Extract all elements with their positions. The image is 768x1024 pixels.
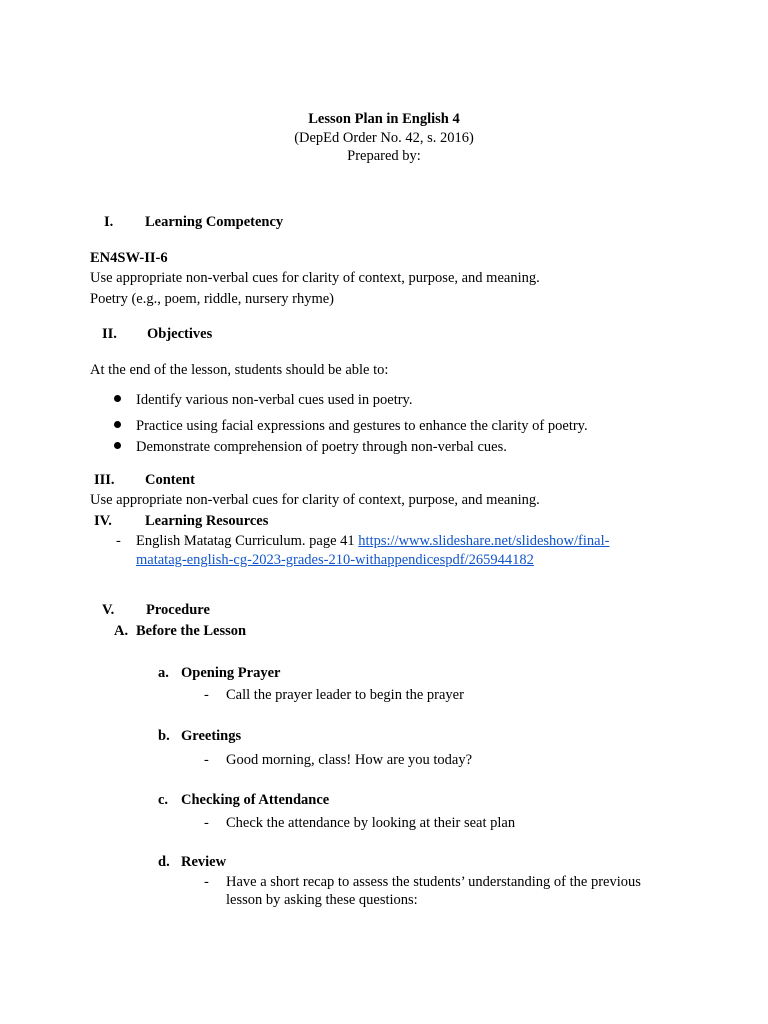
competency-line-2: Poetry (e.g., poem, riddle, nursery rhyme): [90, 291, 335, 307]
section-5-heading: Procedure: [146, 602, 210, 618]
subsection-a-heading: Before the Lesson: [136, 623, 247, 639]
step-letter: c.: [158, 792, 169, 808]
document-title: Lesson Plan in English 4: [308, 111, 460, 127]
step-title: Opening Prayer: [181, 665, 281, 681]
section-4-numeral: IV.: [94, 513, 112, 529]
section-3-heading: Content: [145, 472, 195, 488]
section-2-numeral: II.: [102, 326, 117, 342]
step-title: Greetings: [181, 728, 242, 744]
step-dash: -: [204, 874, 209, 890]
content-text: Use appropriate non-verbal cues for clarity of context, purpose, and meaning.: [90, 492, 540, 508]
bullet-icon: [114, 395, 121, 402]
step-dash: -: [204, 687, 209, 703]
step-text: Call the prayer leader to begin the prayer: [226, 687, 464, 703]
step-title: Checking of Attendance: [181, 792, 330, 808]
section-3-numeral: III.: [94, 472, 115, 488]
step-text: Check the attendance by looking at their seat plan: [226, 815, 516, 831]
prepared-by: Prepared by:: [347, 148, 421, 164]
objectives-intro: At the end of the lesson, students should be able to:: [90, 362, 389, 378]
resource-text: English Matatag Curriculum. page 41: [136, 533, 355, 549]
section-1-numeral: I.: [104, 214, 114, 230]
objective-item: Practice using facial expressions and gestures to enhance the clarity of poetry.: [136, 418, 588, 434]
objective-item: Identify various non-verbal cues used in poetry.: [136, 392, 413, 408]
section-1-heading: Learning Competency: [145, 214, 284, 230]
step-letter: a.: [158, 665, 169, 681]
resource-dash: -: [116, 533, 121, 549]
resource-item: [136, 531, 609, 551]
step-text: Have a short recap to assess the students’ understanding of the previous: [226, 874, 641, 890]
section-5-numeral: V.: [102, 602, 115, 618]
section-2-heading: Objectives: [147, 326, 213, 342]
step-dash: -: [204, 815, 209, 831]
competency-code: EN4SW-II-6: [90, 250, 168, 266]
section-4-heading: Learning Resources: [145, 513, 269, 529]
step-letter: b.: [158, 728, 170, 744]
bullet-icon: [114, 442, 121, 449]
bullet-icon: [114, 421, 121, 428]
subsection-a-letter: A.: [114, 623, 129, 639]
resource-link-continued[interactable]: matatag-english-cg-2023-grades-210-withappendicespdf/265944182: [136, 552, 534, 568]
resource-link[interactable]: https://www.slideshare.net/slideshow/final-: [358, 533, 610, 549]
step-text-continued: lesson by asking these questions:: [226, 892, 418, 908]
step-letter: d.: [158, 854, 170, 870]
step-title: Review: [181, 854, 227, 870]
deped-order: (DepEd Order No. 42, s. 2016): [294, 130, 474, 146]
objective-item: Demonstrate comprehension of poetry through non-verbal cues.: [136, 439, 507, 455]
step-text: Good morning, class! How are you today?: [226, 752, 473, 768]
resource-link-line-2: [136, 550, 534, 570]
step-dash: -: [204, 752, 209, 768]
competency-line-1: Use appropriate non-verbal cues for clarity of context, purpose, and meaning.: [90, 270, 540, 286]
